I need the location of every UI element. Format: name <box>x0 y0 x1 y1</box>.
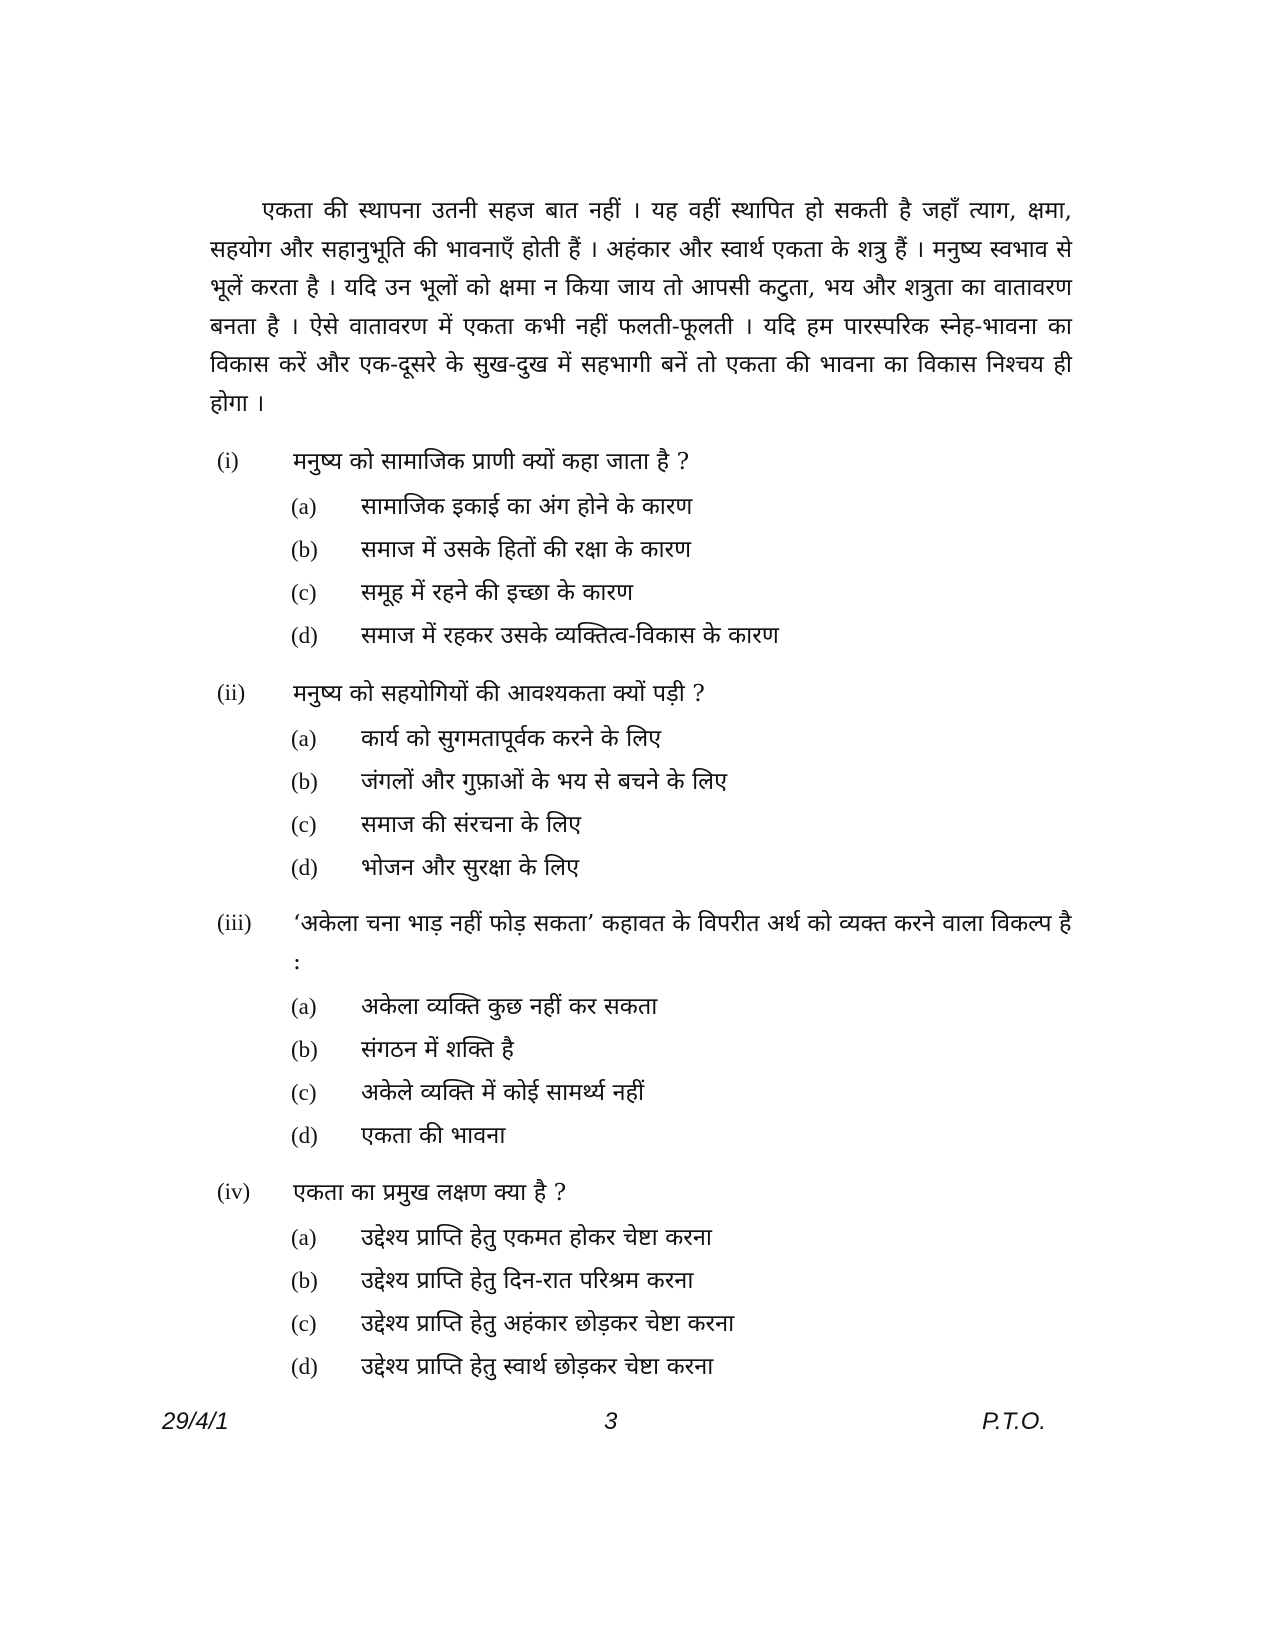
option-text: समाज में उसके हितों की रक्षा के कारण <box>361 535 692 563</box>
option-d <box>291 1345 1077 1388</box>
question-4 <box>217 1173 1077 1388</box>
option-c <box>291 1302 1077 1345</box>
question-1 <box>217 442 1077 657</box>
option-a <box>291 485 1077 528</box>
option-text: समाज में रहकर उसके व्यक्तित्व-विकास के कारण <box>361 621 779 649</box>
question-text: ‘अकेला चना भाड़ नहीं फोड़ सकता’ कहावत के विपरीत अर्थ को व्यक्त करने वाला विकल्प है : <box>293 909 1072 975</box>
option-d <box>291 614 1077 657</box>
pto-label: P.T.O. <box>982 1408 1047 1435</box>
option-label: (a) <box>291 1225 317 1250</box>
option-label: (b) <box>291 769 318 794</box>
option-label: (a) <box>291 494 317 519</box>
option-label: (c) <box>291 1080 317 1105</box>
question-number: (i) <box>217 448 239 473</box>
option-label: (d) <box>291 623 318 648</box>
option-label: (a) <box>291 994 317 1019</box>
option-c <box>291 803 1077 846</box>
option-b <box>291 1028 1077 1071</box>
option-label: (b) <box>291 537 318 562</box>
question-number: (iii) <box>217 910 252 935</box>
option-a <box>291 985 1077 1028</box>
option-text: संगठन में शक्ति है <box>361 1035 514 1063</box>
page-number: 3 <box>604 1408 618 1435</box>
question-text: मनुष्य को सामाजिक प्राणी क्यों कहा जाता है ? <box>293 447 690 475</box>
option-text: उद्देश्य प्राप्ति हेतु अहंकार छोड़कर चेष्टा करना <box>361 1309 735 1337</box>
option-text: समाज की संरचना के लिए <box>361 810 582 838</box>
option-text: जंगलों और गुफ़ाओं के भय से बचने के लिए <box>361 767 728 795</box>
question-text: मनुष्य को सहयोगियों की आवश्यकता क्यों पड़ी ? <box>293 679 705 707</box>
option-text: उद्देश्य प्राप्ति हेतु दिन-रात परिश्रम करना <box>361 1266 694 1294</box>
option-b <box>291 760 1077 803</box>
option-text: समूह में रहने की इच्छा के कारण <box>361 578 634 606</box>
question-text: एकता का प्रमुख लक्षण क्या है ? <box>293 1178 567 1206</box>
option-text: कार्य को सुगमतापूर्वक करने के लिए <box>361 724 662 752</box>
passage-text: एकता की स्थापना उतनी सहज बात नहीं । यह वहीं स्थापित हो सकती है जहाँ त्याग, क्षमा, सहयोग और सहानुभूति की भावनाएँ होती हैं । अहंकार और स्वार्थ एकता के शत्रु हैं । मनुष्य स्वभाव से भूलें करता है । यदि उन भूलों को क्षमा न किया जाय तो आपसी कटुता, भय और शत्रुता का वातावरण बनता है । ऐसे वातावरण में एकता कभी नहीं फलती-फूलती । यदि हम पारस्परिक स्नेह-भावना का विकास करें और एक-दूसरे के सुख-दुख में सहभागी बनें तो एकता की भावना का विकास निश्चय ही होगा । <box>210 196 1072 417</box>
option-label: (d) <box>291 1354 318 1379</box>
option-text: उद्देश्य प्राप्ति हेतु एकमत होकर चेष्टा करना <box>361 1223 712 1251</box>
question-3 <box>217 904 1077 1157</box>
option-text: एकता की भावना <box>361 1121 506 1149</box>
option-c <box>291 1071 1077 1114</box>
option-text: सामाजिक इकाई का अंग होने के कारण <box>361 492 693 520</box>
question-number: (iv) <box>217 1179 251 1204</box>
option-label: (b) <box>291 1268 318 1293</box>
option-label: (d) <box>291 855 318 880</box>
option-label: (c) <box>291 1311 317 1336</box>
paper-code: 29/4/1 <box>162 1408 229 1435</box>
option-text: उद्देश्य प्राप्ति हेतु स्वार्थ छोड़कर चेष्टा करना <box>361 1352 714 1380</box>
option-label: (d) <box>291 1123 318 1148</box>
option-label: (c) <box>291 580 317 605</box>
option-text: अकेले व्यक्ति में कोई सामर्थ्य नहीं <box>361 1078 645 1106</box>
option-d <box>291 1114 1077 1157</box>
option-a <box>291 1216 1077 1259</box>
option-d <box>291 846 1077 889</box>
question-2 <box>217 674 1077 889</box>
option-label: (a) <box>291 726 317 751</box>
option-label: (b) <box>291 1037 318 1062</box>
option-c <box>291 571 1077 614</box>
question-number: (ii) <box>217 680 246 705</box>
option-a <box>291 717 1077 760</box>
option-b <box>291 1259 1077 1302</box>
option-label: (c) <box>291 812 317 837</box>
option-text: अकेला व्यक्ति कुछ नहीं कर सकता <box>361 992 658 1020</box>
option-text: भोजन और सुरक्षा के लिए <box>361 853 580 881</box>
option-b <box>291 528 1077 571</box>
